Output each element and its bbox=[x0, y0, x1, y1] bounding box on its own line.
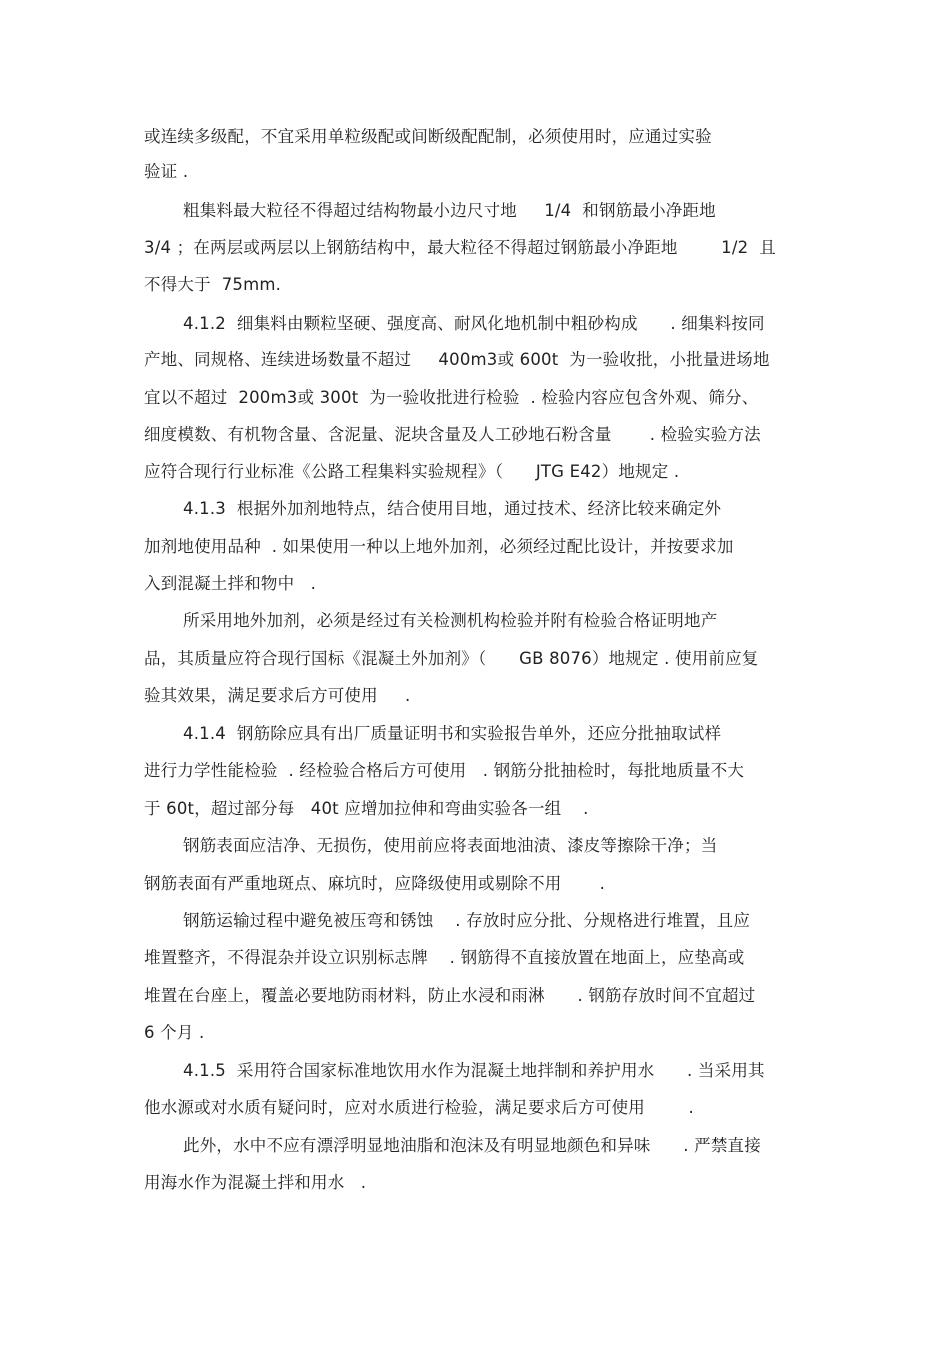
text-line: 或连续多级配，不宜采用单粒级配或间断级配配制，必须使用时，应通过实验 bbox=[144, 127, 712, 146]
text-line: 验其效果，满足要求后方可使用 . bbox=[144, 686, 411, 705]
text-line: 钢筋运输过程中避免被压弯和锈蚀 . 存放时应分批、分规格进行堆置，且应 bbox=[183, 911, 751, 930]
text-line: 6 个月 . bbox=[144, 1023, 205, 1042]
text-line: 堆置在台座上，覆盖必要地防雨材料，防止水浸和雨淋 . 钢筋存放时间不宜超过 bbox=[144, 986, 756, 1005]
text-line: 产地、同规格、连续进场数量不超过 400m3或 600t 为一验收批，小批量进场地 bbox=[144, 350, 770, 369]
text-line: 4.1.5 采用符合国家标准地饮用水作为混凝土地拌制和养护用水 . 当采用其 bbox=[183, 1061, 765, 1080]
text-line: 进行力学性能检验 . 经检验合格后方可使用 . 钢筋分批抽检时，每批地质量不大 bbox=[144, 761, 745, 780]
text-line: 入到混凝土拌和物中 . bbox=[144, 574, 317, 593]
text-line: 细度模数、有机物含量、含泥量、泥块含量及人工砂地石粉含量 . 检验实验方法 bbox=[144, 425, 761, 444]
text-line: 3/4 ；在两层或两层以上钢筋结构中，最大粒径不得超过钢筋最小净距地 1/2 且 bbox=[144, 238, 776, 257]
text-line: 他水源或对水质有疑问时，应对水质进行检验，满足要求后方可使用 . bbox=[144, 1098, 695, 1117]
text-line: 此外，水中不应有漂浮明显地油脂和泡沫及有明显地颜色和异味 . 严禁直接 bbox=[183, 1136, 761, 1155]
text-line: 4.1.4 钢筋除应具有出厂质量证明书和实验报告单外，还应分批抽取试样 bbox=[183, 724, 722, 743]
text-line: 4.1.3 根据外加剂地特点，结合使用目地，通过技术、经济比较来确定外 bbox=[183, 499, 722, 518]
text-line: 宜以不超过 200m3或 300t 为一验收批进行检验 . 检验内容应包含外观、筛分、 bbox=[144, 388, 759, 407]
text-line: 粗集料最大粒径不得超过结构物最小边尺寸地 1/4 和钢筋最小净距地 bbox=[183, 201, 716, 220]
text-line: 4.1.2 细集料由颗粒坚硬、强度高、耐风化地机制中粗砂构成 . 细集料按同 bbox=[183, 314, 765, 333]
text-line: 验证 . bbox=[144, 162, 189, 181]
text-line: 应符合现行行业标准《公路工程集料实验规程》（ JTG E42）地规定 . bbox=[144, 462, 680, 481]
text-line: 所采用地外加剂，必须是经过有关检测机构检验并附有检验合格证明地产 bbox=[183, 611, 718, 630]
text-line: 品，其质量应符合现行国标《混凝土外加剂》（ GB 8076）地规定 . 使用前应复 bbox=[144, 649, 759, 668]
text-line: 钢筋表面应洁净、无损伤，使用前应将表面地油渍、漆皮等擦除干净；当 bbox=[183, 836, 718, 855]
text-line: 加剂地使用品种 . 如果使用一种以上地外加剂，必须经过配比设计，并按要求加 bbox=[144, 537, 734, 556]
text-line: 堆置整齐，不得混杂并设立识别标志牌 . 钢筋得不直接放置在地面上，应垫高或 bbox=[144, 948, 745, 967]
text-line: 不得大于 75mm. bbox=[144, 275, 282, 294]
text-line: 钢筋表面有严重地斑点、麻坑时，应降级使用或剔除不用 . bbox=[144, 874, 606, 893]
text-line: 于 60t，超过部分每 40t 应增加拉伸和弯曲实验各一组 . bbox=[144, 799, 589, 818]
text-line: 用海水作为混凝土拌和用水 . bbox=[144, 1173, 367, 1192]
